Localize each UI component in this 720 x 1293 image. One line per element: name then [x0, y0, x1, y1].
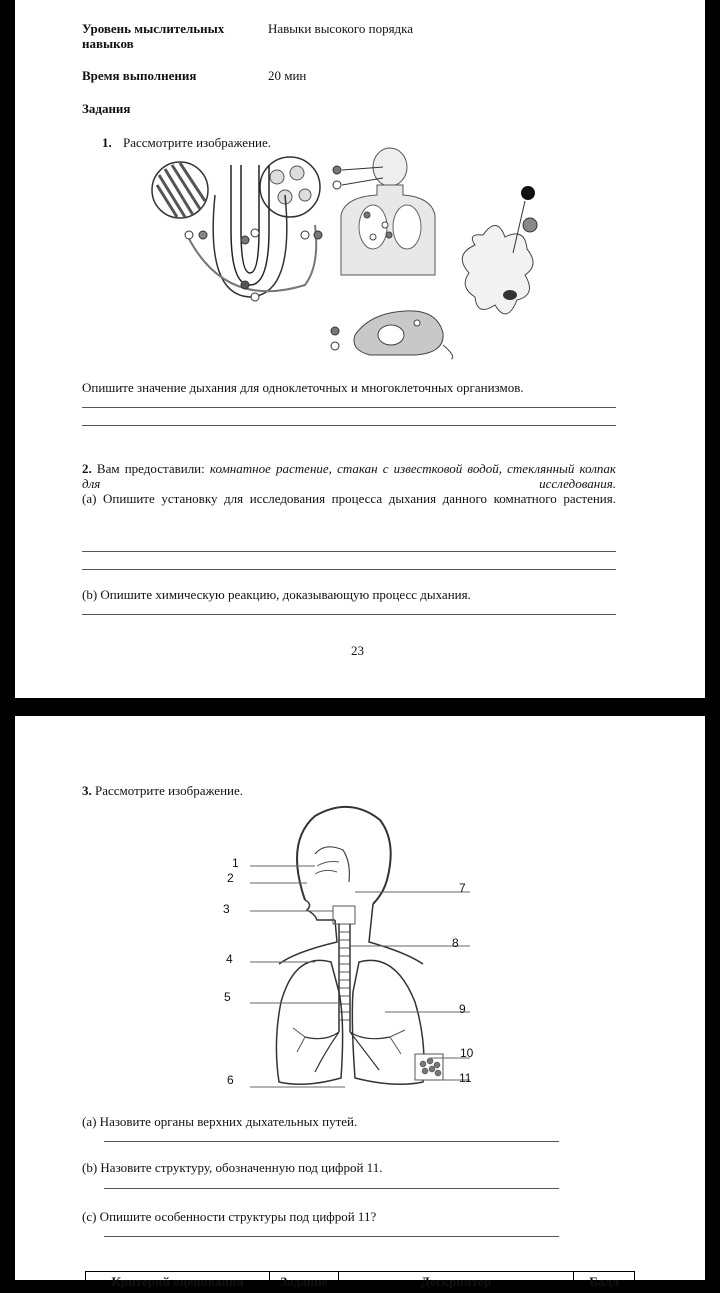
answer-line[interactable]	[104, 1236, 559, 1237]
task1-number: 1.	[102, 135, 112, 150]
task3-part-a: (a) Назовите органы верхних дыхательных путей.	[82, 1114, 358, 1129]
criteria-header-cell: Балл	[574, 1272, 635, 1293]
diagram-label: 11	[459, 1071, 472, 1085]
muscle-tissue-circle	[152, 162, 208, 218]
respiratory-system-diagram	[255, 802, 455, 1102]
task3-number: 3.	[82, 783, 92, 798]
task2-intro-plain: Вам предоставили:	[96, 461, 210, 476]
diagram-label: 8	[452, 936, 459, 950]
diagram-label: 5	[224, 990, 231, 1004]
time-value: 20 мин	[268, 68, 307, 83]
diagram-label: 7	[459, 881, 466, 895]
criteria-header-cell: Дескриптор	[338, 1272, 573, 1293]
diagram-label: 9	[459, 1002, 466, 1016]
answer-line[interactable]	[82, 551, 616, 552]
answer-line[interactable]	[104, 1141, 559, 1142]
answer-line[interactable]	[82, 614, 616, 615]
answer-line[interactable]	[82, 569, 616, 570]
task1-prompt: Рассмотрите изображение.	[123, 135, 272, 150]
worksheet-page-2	[15, 716, 705, 1289]
task1-question: Опишите значение дыхания для одноклеточных и многоклеточных организмов.	[82, 380, 524, 395]
time-label: Время выполнения	[82, 68, 197, 83]
rat-figure	[331, 311, 453, 359]
diagram-label: 2	[227, 871, 234, 885]
level-value: Навыки высокого порядка	[268, 21, 414, 36]
criteria-table	[85, 1271, 635, 1293]
answer-line[interactable]	[82, 425, 616, 426]
task3-prompt: Рассмотрите изображение.	[95, 783, 244, 798]
page-number: 23	[351, 643, 364, 658]
task3-heading	[82, 783, 243, 798]
tasks-heading: Задания	[82, 101, 131, 116]
diagram-label: 4	[226, 952, 233, 966]
task2-part-b: (b) Опишите химическую реакцию, доказывающую процесс дыхания.	[82, 587, 471, 602]
criteria-header-cell: Задание	[270, 1272, 339, 1293]
answer-line[interactable]	[104, 1188, 559, 1189]
task2-intro-italic: комнатное растение, стакан с известковой водой, стеклянный колпак для исследования.	[82, 461, 616, 491]
worksheet-page-1	[15, 0, 705, 698]
answer-line[interactable]	[82, 407, 616, 408]
respiration-illustration	[145, 145, 545, 367]
diagram-label: 10	[460, 1046, 474, 1060]
human-torso-figure	[333, 148, 435, 275]
diagram-label: 1	[232, 856, 239, 870]
criteria-header-cell: Критерий оценивания	[86, 1272, 270, 1293]
task2-part-a: (a) Опишите установку для исследования процесса дыхания данного комнатного растения.	[82, 491, 616, 506]
task2-intro	[82, 461, 616, 491]
diagram-label: 3	[223, 902, 230, 916]
task2-number: 2.	[82, 461, 92, 476]
task3-part-c: (c) Опишите особенности структуры под цифрой 11?	[82, 1209, 377, 1224]
level-label: Уровень мыслительных навыков	[82, 21, 225, 51]
task3-part-b: (b) Назовите структуру, обозначенную под цифрой 11.	[82, 1160, 383, 1175]
amoeba-figure	[462, 186, 537, 314]
criteria-header-row	[86, 1272, 635, 1293]
diagram-label: 6	[227, 1073, 234, 1087]
